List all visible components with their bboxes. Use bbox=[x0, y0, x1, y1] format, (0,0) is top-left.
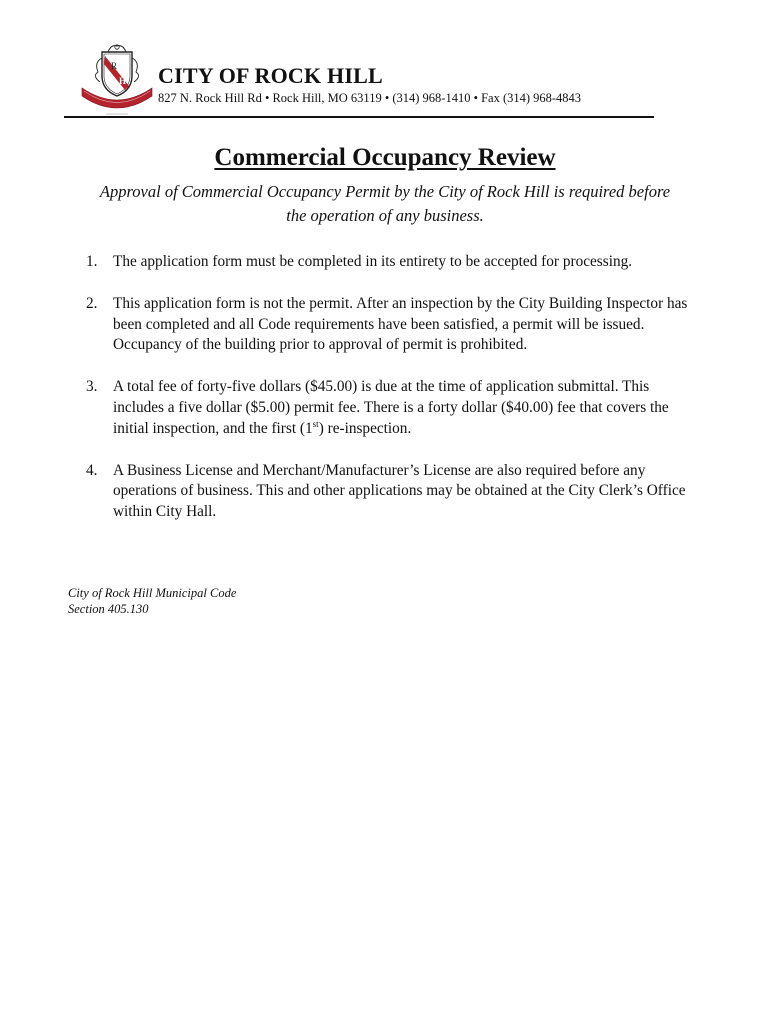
document-subtitle: Approval of Commercial Occupancy Permit by the City of Rock Hill is required before the operation of any business. bbox=[99, 182, 671, 225]
list-item bbox=[86, 252, 704, 273]
city-name: CITY OF ROCK HILL bbox=[158, 63, 383, 88]
list-item-text bbox=[113, 378, 669, 437]
city-address: 827 N. Rock Hill Rd • Rock Hill, MO 63119 • (314) 968-1410 • Fax (314) 968-4843 bbox=[158, 91, 582, 105]
seal-initial-top: R bbox=[111, 61, 118, 71]
list-item-text: A Business License and Merchant/Manufacturer’s License are also required before any operations of business. This and other applications may be obtained at the City Clerk’s Office within City Hall. bbox=[113, 461, 686, 521]
ordinal-suffix: st bbox=[312, 418, 319, 429]
code-reference-title: City of Rock Hill Municipal Code bbox=[68, 586, 237, 600]
list-item-number: 4. bbox=[86, 461, 98, 479]
fee-text: A total fee of forty-five dollars ($45.00) is due at the time of application submittal. This includes a five dollar ($5.00) permit fee. There is a forty dollar ($40.00) fee that covers the initial inspection, and the first (1 bbox=[113, 378, 669, 437]
letterhead-text bbox=[158, 62, 658, 106]
list-item-number: 2. bbox=[86, 294, 98, 312]
list-item bbox=[86, 377, 704, 439]
document-title: Commercial Occupancy Review bbox=[214, 144, 556, 171]
code-reference-section: Section 405.130 bbox=[68, 602, 149, 616]
requirements-list bbox=[86, 252, 704, 544]
list-item-number: 1. bbox=[86, 253, 98, 270]
list-item bbox=[86, 461, 704, 523]
city-seal-icon bbox=[78, 42, 156, 118]
list-item-text: The application form must be completed in its entirety to be accepted for processing. bbox=[113, 253, 633, 270]
list-item bbox=[86, 294, 704, 356]
list-item-text: This application form is not the permit. After an inspection by the City Building Inspector has been completed and all Code requirements have been satisfied, a permit will be issued. Occupancy of the building prior to approval of permit is prohibited. bbox=[113, 294, 688, 354]
list-item-number: 3. bbox=[86, 378, 98, 396]
letterhead bbox=[64, 36, 656, 120]
seal-initial-bottom: H bbox=[119, 76, 127, 86]
city-seal-graphic bbox=[78, 42, 156, 118]
header-divider bbox=[64, 116, 654, 118]
code-reference bbox=[68, 585, 236, 617]
fee-text-end: ) re-inspection. bbox=[318, 419, 412, 437]
